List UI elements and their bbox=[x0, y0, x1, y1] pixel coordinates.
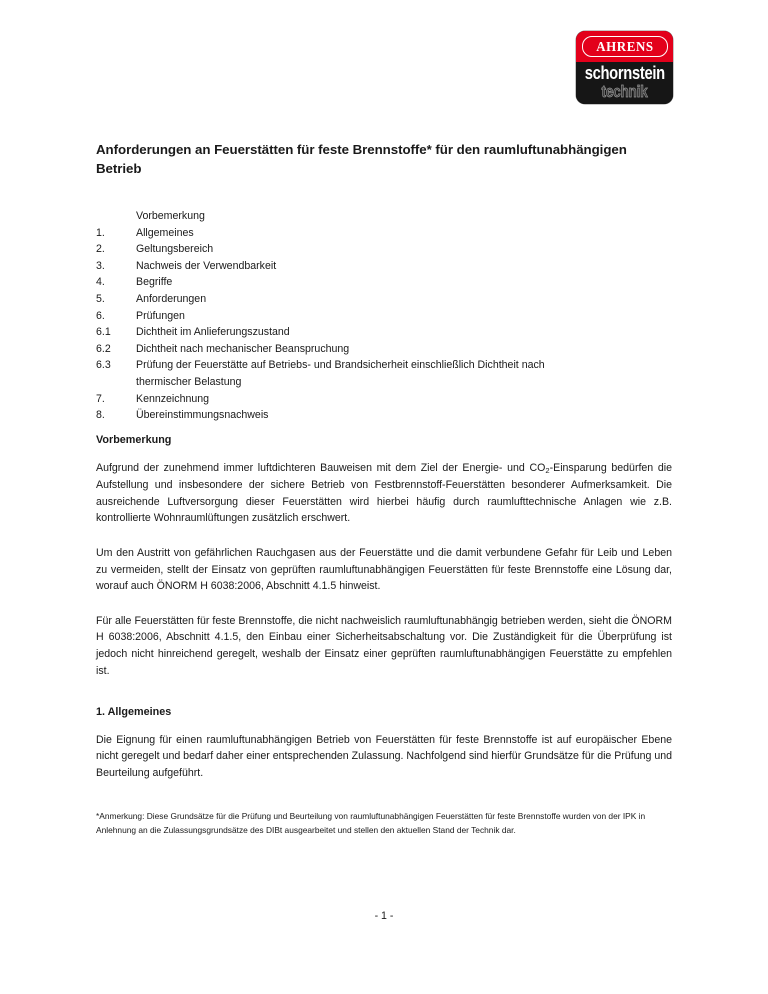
toc-number: 6.3 bbox=[96, 359, 111, 372]
document-body bbox=[96, 432, 672, 782]
toc-label: Geltungsbereich bbox=[136, 243, 214, 256]
toc-number: 6.1 bbox=[96, 326, 111, 339]
toc-label: Prüfungen bbox=[136, 309, 185, 322]
toc-label: Allgemeines bbox=[136, 226, 194, 239]
section-heading-allgemeines: 1. Allgemeines bbox=[96, 706, 172, 719]
toc-number: 7. bbox=[96, 392, 105, 405]
toc-number: 1. bbox=[96, 226, 105, 239]
toc-number: 4. bbox=[96, 276, 105, 289]
logo-brand-text: AHRENS bbox=[595, 38, 654, 54]
logo-black-band bbox=[576, 62, 673, 104]
toc-item-geltungsbereich[interactable] bbox=[96, 241, 672, 258]
toc-item-anforderungen[interactable] bbox=[96, 291, 672, 308]
toc-label: Vorbemerkung bbox=[136, 210, 205, 222]
paragraph-text-part: -Einsparung bedürfen die Aufstellung und insbesondere der sichere Betrieb von Festbrennstoff-Feuerstätten besonderer Aufmerksamkeit. Die ausreichende Luftversorgung dieser Feuerstätten wird hierbei häufig durch raumlufttechnische Anlagen wie z.B. kontrollierte Wohnraumlüftungen zusätzlich erschwert. bbox=[96, 461, 673, 525]
paragraph-vorbemerkung-1 bbox=[96, 460, 672, 527]
toc-item-uebereinstimmungsnachweis[interactable] bbox=[96, 407, 672, 424]
toc-item-pruefungen[interactable] bbox=[96, 308, 672, 325]
page-title: Anforderungen an Feuerstätten für feste Brennstoffe* für den raumluftunabhängigen Betrieb bbox=[96, 142, 627, 176]
logo-brand-oval bbox=[582, 36, 668, 57]
toc-label-continuation: thermischer Belastung bbox=[136, 375, 242, 388]
toc-item-kennzeichnung[interactable] bbox=[96, 391, 672, 408]
toc-item-allgemeines[interactable] bbox=[96, 225, 672, 242]
toc-label: Übereinstimmungsnachweis bbox=[136, 409, 269, 422]
table-of-contents bbox=[96, 208, 672, 424]
toc-item-nachweis-der-verwendbarkeit[interactable] bbox=[96, 258, 672, 275]
footnote: *Anmerkung: Diese Grundsätze für die Prüfung und Beurteilung von raumluftunabhängigen Feuerstätten für feste Brennstoffe wurden von der IPK in Anlehnung an die Zulassungsgrundsätze des DIBt ausgearbeitet und stellen den aktuellen Stand der Technik dar. bbox=[96, 811, 646, 836]
toc-number: 6.2 bbox=[96, 342, 111, 355]
paragraph-vorbemerkung-3: Für alle Feuerstätten für feste Brennstoffe, die nicht nachweislich raumluftunabhängig betrieben werden, sieht die ÖNORM H 6038:2006, Abschnitt 4.1.5, den Einbau einer Sicherheitsabschaltung vor. Die Zuständigkeit für die Überprüfung ist jedoch nicht hinreichend geregelt, weshalb der Einsatz einer geprüften raumluftunabhängigen Feuerstätte zu empfehlen ist. bbox=[96, 614, 672, 677]
co2-subscript: 2 bbox=[545, 466, 550, 476]
toc-item-pruefung-betriebs-brandsicherheit[interactable] bbox=[96, 357, 672, 374]
toc-label: Anforderungen bbox=[136, 292, 207, 305]
toc-number: 2. bbox=[96, 243, 105, 256]
page-number: - 1 - bbox=[374, 910, 394, 922]
toc-label: Prüfung der Feuerstätte auf Betriebs- und Brandsicherheit einschließlich Dichtheit nach bbox=[136, 359, 545, 372]
toc-number: 3. bbox=[96, 259, 105, 272]
toc-item-begriffe[interactable] bbox=[96, 274, 672, 291]
toc-number: 8. bbox=[96, 409, 105, 422]
toc-label: Kennzeichnung bbox=[136, 392, 210, 405]
ahrens-schornsteintechnik-logo bbox=[576, 31, 673, 104]
logo-red-band bbox=[576, 31, 673, 62]
logo-line1-text: schornstein bbox=[584, 63, 665, 83]
toc-item-vorbemerkung[interactable] bbox=[96, 208, 672, 225]
section-heading-vorbemerkung: Vorbemerkung bbox=[96, 434, 172, 446]
logo-line2-text: technik bbox=[601, 82, 648, 101]
toc-item-dichtheit-anlieferungszustand[interactable] bbox=[96, 324, 672, 341]
toc-item-dichtheit-mechanische-beanspruchung[interactable] bbox=[96, 341, 672, 358]
toc-label: Begriffe bbox=[136, 276, 173, 289]
paragraph-allgemeines-1: Die Eignung für einen raumluftunabhängigen Betrieb von Feuerstätten für feste Brennstoffe ist auf europäischer Ebene nicht geregelt und bedarf daher einer entsprechenden Zulassung. Nachfolgend sind hierfür Grundsätze für die Prüfung und Beurteilung aufgeführt. bbox=[96, 733, 672, 779]
toc-number: 6. bbox=[96, 309, 105, 322]
paragraph-vorbemerkung-2: Um den Austritt von gefährlichen Rauchgasen aus der Feuerstätte und die damit verbundene Gefahr für Leib und Leben zu vermeiden, stellt der Einsatz von geprüften raumluftunabhängigen Feuerstätten für feste Brennstoffe eine Lösung dar, worauf auch ÖNORM H 6038:2006, Abschnitt 4.1.5 hinweist. bbox=[96, 546, 672, 593]
toc-label: Nachweis der Verwendbarkeit bbox=[136, 259, 277, 272]
toc-number: 5. bbox=[96, 292, 105, 305]
paragraph-text-part: Aufgrund der zunehmend immer luftdichteren Bauweisen mit dem Ziel der Energie- und CO bbox=[96, 461, 546, 474]
toc-label: Dichtheit nach mechanischer Beanspruchung bbox=[136, 342, 350, 355]
toc-label: Dichtheit im Anlieferungszustand bbox=[136, 326, 290, 339]
